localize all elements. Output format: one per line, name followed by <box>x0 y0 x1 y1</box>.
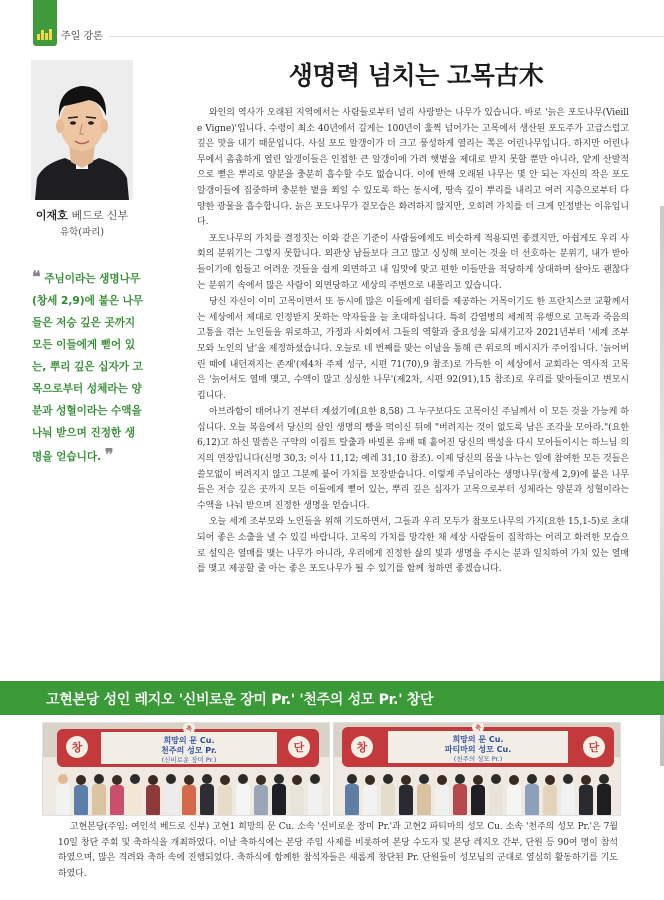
page-header <box>0 0 664 46</box>
photo-banner-line1: 희망의 문 Cu. <box>163 736 215 745</box>
bar-chart-icon <box>37 28 53 40</box>
open-quote-icon: ❝ <box>32 267 41 286</box>
author-name <box>31 207 133 223</box>
article-body <box>197 106 629 579</box>
author-role: 베드로 신부 <box>71 209 129 222</box>
badge-top: 축 <box>186 726 192 733</box>
photo-banner-line1: 희망의 문 Cu. <box>452 735 504 744</box>
pull-quote-text: 주님이라는 생명나무(창세 2,9)에 붙은 나무들은 저승 깊은 곳까지 모든 이들에게 뻗어 있는, 뿌리 깊은 십자가 고목으로부터 성체라는 양분과 성혈이라는 수액을 나눠 받으며 진정한 생명을 얻습니다. <box>32 273 144 463</box>
group-photo-icon <box>334 723 621 816</box>
priest-portrait-icon <box>31 60 133 200</box>
photo-banner-line3: (천주의 성모 Pr.) <box>453 755 503 763</box>
badge-top: 축 <box>475 725 481 732</box>
badge-right: 단 <box>293 741 305 754</box>
news-banner-title: 고현본당 성인 레지오 '신비로운 장미 Pr.' '천주의 성모 Pr.' 창단 <box>46 692 434 708</box>
group-photo-left <box>42 722 330 816</box>
photo-banner-line3: (신비로운 장미 Pr.) <box>161 756 217 764</box>
badge-left: 창 <box>71 741 83 754</box>
header-divider <box>110 36 664 37</box>
author-name-text: 이재호 <box>35 209 68 222</box>
article-paragraph: 오늘 세계 조부모와 노인들을 위해 기도하면서, 그들과 우리 모두가 참포도나무의 가지(요한 15,1-5)로 초대되어 좋은 소출을 낼 수 있길 바랍니다. 고목의 가치를 망각한 채 세상 사람들이 집착하는 어리고 화려한 모습으로 설익은 열매를 맺는 나무가 아니라, 우리에게 진정한 삶의 빛과 생명을 주시는 분과 일치하여 가치 있는 열매를 맺고 제공할 줄 아는 좋은 포도나무가 될 수 있기를 함께 청하면 좋겠습니다. <box>197 517 629 575</box>
badge-left: 창 <box>356 741 368 754</box>
article-paragraph: 포도나무의 가치를 결정짓는 이와 같은 기준이 사람들에게도 비슷하게 적용되면 좋겠지만, 아쉽게도 우리 사회의 분위기는 그렇지 못합니다. 외관상 남들보다 크고 많고 싱싱해 보이는 것을 더 선호하는 분위기, 내가 받아들이기에 힘들고 어려운 것들을 쉽게 외면하고 내 입맛에 맞고 편한 이들만을 적당하게 상대하며 살아도 괜찮다는 분위기 속에서 많은 사람이 외면당하고 세상의 주변으로 내몰리고 있습니다. <box>197 233 629 291</box>
article-title: 생명력 넘치는 고목古木 <box>288 61 544 90</box>
badge-right: 단 <box>588 741 600 754</box>
news-banner <box>0 681 664 715</box>
close-quote-icon: ❞ <box>104 445 114 464</box>
author-portrait <box>31 60 133 200</box>
photo-banner-line2: 천주의 성모 Pr. <box>161 746 217 755</box>
group-photo-icon <box>43 723 330 816</box>
pull-quote <box>32 266 144 468</box>
article-paragraph: 아브라함이 태어나기 전부터 계셨기에(요한 8,58) 그 누구보다도 고목이신 주님께서 이 모든 것을 가능케 하십니다. 오늘 복음에서 당신의 살인 생명의 빵을 먹이신 뒤에 "버려지는 것이 없도록 남은 조각을 모아라."(요한 6,12)고 하신 말씀은 구약의 이집트 탈출과 바빌론 유배 때 흩어진 당신의 백성을 다시 모아들이시는 하느님 의지의 연장입니다(신명 30,3; 이사 11,12; 예레 31,10 참조). 이제 당신의 몸을 나누는 일에 참여한 모든 것들은 쓸모없이 버려지지 않고 그분께 붙어 가치를 보장받습니다. 이렇게 주님이라는 생명나무(창세 2,9)에 붙은 나무들은 저승 깊은 곳까지 모든 이들에게 뻗어 있는, 뿌리 깊은 십자가 고목으로부터 성체라는 양분과 성혈이라는 수액을 나눠 받으며 진정한 생명을 얻습니다. <box>197 407 629 511</box>
article-paragraph: 와인의 역사가 오래된 지역에서는 사람들로부터 널리 사랑받는 나무가 있습니다. 바로 '늙은 포도나무(Vieille Vigne)'입니다. 수령이 최소 40년에서 길게는 100년이 훌쩍 넘어가는 고목에서 생산된 포도주가 고급스럽고 깊은 맛을 내기 때문입니다. 사실 포도 알갱이가 더 크고 풍성하게 열리는 쪽은 어린나무입니다. 하지만 어린나무에서 촘촘하게 열린 알갱이들은 인접한 큰 알갱이에 가려 햇볕을 제대로 받지 못할 뿐만 아니라, 얕게 산발적으로 뻗은 뿌리로 양분을 충분히 흡수할 수도 없습니다. 이에 반해 오래된 나무는 몇 안 되는 자신의 작은 포도 알갱이들에 집중하며 충분한 볕을 쬐일 수 있도록 하는 동시에, 땅속 깊이 뿌리를 내리고 여러 지층으로부터 다양한 광물을 흡수합니다. 늙은 포도나무가 겉모습은 화려하지 않지만, 오히려 가치를 더 크게 인정받는 이유입니다. <box>197 108 629 228</box>
group-photo-right <box>333 722 621 816</box>
article-paragraph: 당신 자신이 이미 고목이면서 또 동시에 많은 이들에게 쉼터를 제공하는 거목이기도 한 프란치스코 교황께서는 세상에서 제대로 인정받지 못하는 약자들을 늘 초대하십니다. 특히 감염병의 세계적 유행으로 고독과 죽음의 고통을 겪는 노인들을 위로하고, 가정과 사회에서 그들의 역할과 중요성을 되새기고자 2021년부터 '세계 조부모와 노인의 날'을 제정하셨습니다. 오늘로 네 번째를 맞는 이날을 통해 큰 위로의 메시지가 주어집니다. '늙어버린 때에 내던져지는 존재'(제4차 주제 성구, 시편 71(70),9 참조)로 가득한 이 세상에서 교회라는 역사적 고목은 '늙어서도 열매 맺고, 수액이 많고 싱싱한 나무'(제2차, 시편 92(91),15 참조)로 우리를 맞아들이고 변모시킵니다. <box>197 297 629 401</box>
photo-banner-line2: 파티마의 성모 Cu. <box>444 745 512 754</box>
news-caption: 고현본당(주임: 여인석 베드로 신부) 고현1 희망의 문 Cu. 소속 '신비로운 장미 Pr.'과 고현2 파티마의 성모 Cu. 소속 '천주의 성모 Pr.'은 7월 10일 창단 주회 및 축하식을 개최하였다. 이날 축하식에는 본당 주임 사제를 비롯하여 본당 수도자 및 본당 레지오 간부, 단원 등 90여 명이 참석하였으며, 많은 격려와 축하 속에 진행되었다. 축하식에 함께한 참석자들은 새롭게 창단된 Pr. 단원들이 성모님의 군대로 열심히 활동하기를 기도하였다. <box>58 822 618 879</box>
author-affiliation: 유학(파리) <box>59 227 105 238</box>
section-label: 주일 강론 <box>61 31 103 42</box>
